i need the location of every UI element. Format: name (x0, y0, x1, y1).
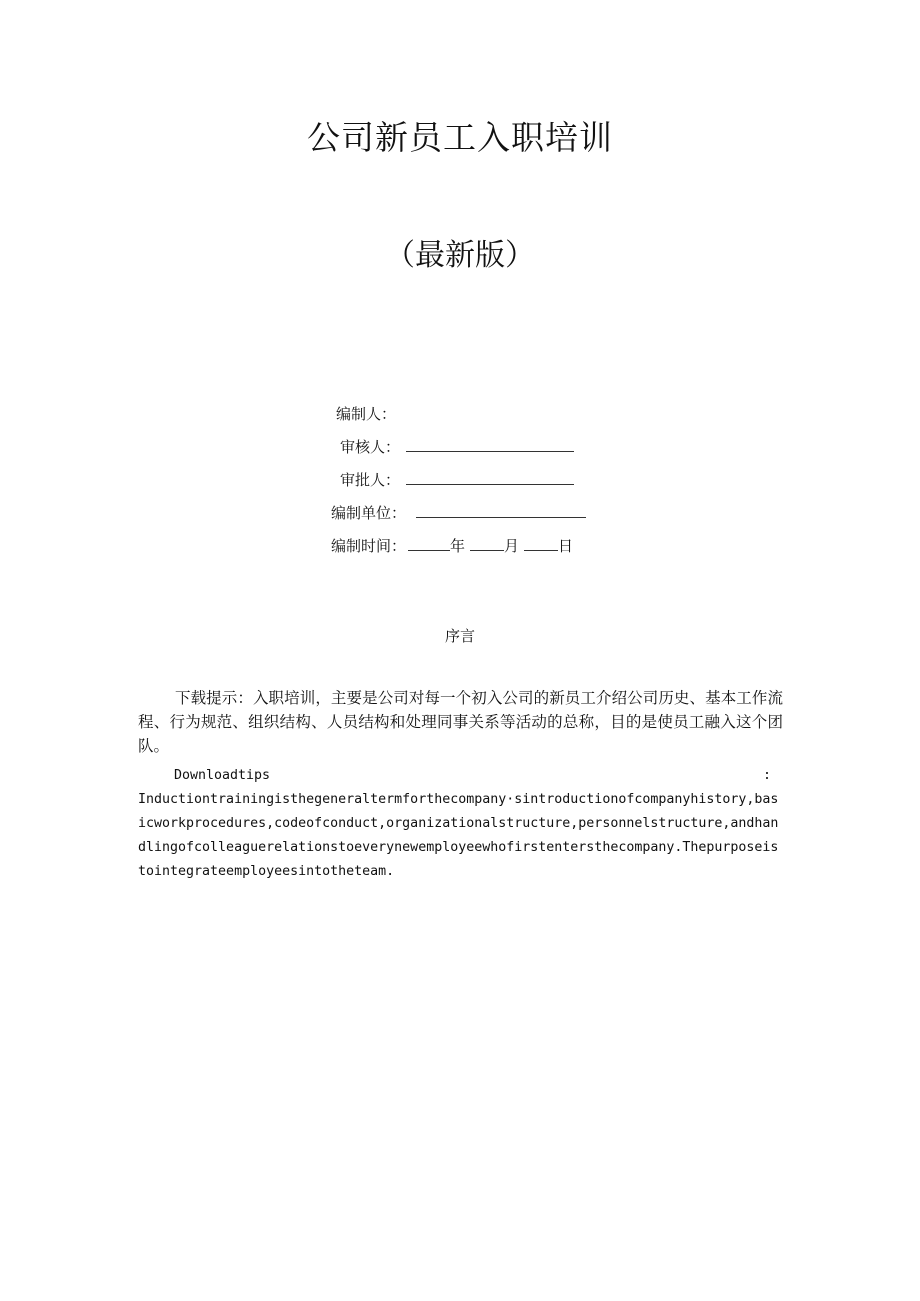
unit-field (331, 503, 586, 523)
year-label: 年 (450, 537, 466, 555)
reviewer-blank-line (406, 437, 574, 452)
month-blank-line (470, 536, 504, 551)
unit-blank-line (416, 503, 586, 518)
preface-english-paragraph (138, 764, 783, 884)
download-tips-line (138, 764, 783, 788)
time-field (331, 536, 573, 556)
time-label: 编制时间： (331, 537, 407, 555)
approver-field (340, 470, 574, 490)
day-label: 日 (558, 537, 574, 555)
download-tips-colon: : (762, 768, 771, 783)
approver-blank-line (406, 470, 574, 485)
reviewer-label: 审核人： (340, 438, 401, 456)
day-blank-line (524, 536, 558, 551)
compiler-field (336, 404, 396, 424)
download-tips-label: Downloadtips (174, 768, 271, 783)
reviewer-field (340, 437, 574, 457)
document-subtitle: （最新版） (385, 238, 535, 273)
compiler-label: 编制人： (336, 405, 397, 423)
month-label: 月 (504, 537, 520, 555)
unit-label: 编制单位： (331, 504, 407, 522)
document-title: 公司新员工入职培训 (307, 118, 613, 157)
approver-label: 审批人： (340, 471, 401, 489)
preface-chinese-paragraph: 下载提示：入职培训，主要是公司对每一个初入公司的新员工介绍公司历史、基本工作流程、行为规范、组织结构、人员结构和处理同事关系等活动的总称，目的是使员工融入这个团队。 (138, 689, 783, 755)
english-body-text: Inductiontrainingisthegeneraltermforthecompany·sintroductionofcompanyhistory,basicworkprocedures,codeofconduct,organizationalstructure,personnelstructure,andhandlingofcolleaguerelationstoeverynewemployeewhofirstentersthecompany.Thepurposeistointegrateemployeesintotheteam. (138, 792, 779, 879)
year-blank-line (408, 536, 450, 551)
preface-heading: 序言 (444, 627, 475, 645)
